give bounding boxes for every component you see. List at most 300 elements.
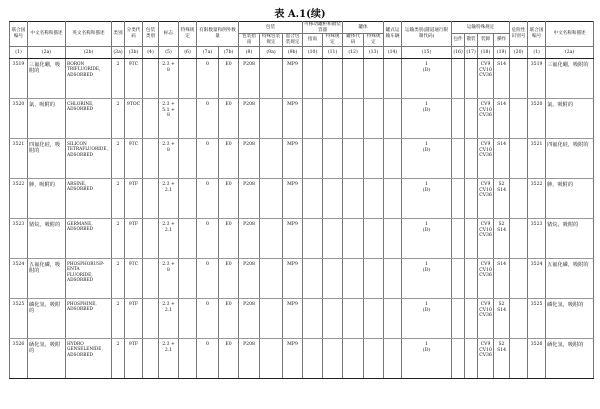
cell-line: 2.1 xyxy=(164,227,173,233)
cell-excepted-quantity: E0 xyxy=(219,58,239,98)
cell-packing-group xyxy=(143,58,159,98)
cell-line: CV10 xyxy=(479,347,492,353)
cell-line: 1 xyxy=(425,141,429,147)
cell-line: CV10 xyxy=(479,227,492,233)
cell-mixed-packing: MP9 xyxy=(283,338,303,378)
cell-line: CV36 xyxy=(479,113,492,119)
cell-operation xyxy=(494,258,510,298)
cell-special-provisions xyxy=(179,58,197,98)
cell-line: 2.3 + xyxy=(162,101,175,107)
header-pieces: 包件 xyxy=(452,34,465,46)
cell-operation xyxy=(494,178,510,218)
table-header xyxy=(10,22,594,59)
cell-line: GENSELENIDE, xyxy=(67,347,103,353)
cell-tank-vehicle xyxy=(384,138,402,178)
cell-cn-name: 硒化氢，吸附的 xyxy=(28,338,66,378)
cell-pieces xyxy=(452,178,465,218)
cell-line: S14 xyxy=(497,347,507,353)
cell-transport-category xyxy=(402,338,452,378)
cell-tank-vehicle xyxy=(384,58,402,98)
cell-packing-group xyxy=(143,258,159,298)
cell-un-repeat: 3520 xyxy=(528,98,546,138)
cell-line: (D) xyxy=(422,147,431,153)
cell-portable-special xyxy=(323,98,343,138)
cell-hazard-id xyxy=(510,258,528,298)
header-tank-special: 特殊规定 xyxy=(364,34,384,46)
cell-excepted-quantity: E0 xyxy=(219,338,239,378)
cell-packing-group xyxy=(143,138,159,178)
cell-cn-name-repeat: 四氟化硅，吸附的 xyxy=(546,138,594,178)
cell-un: 3521 xyxy=(10,138,28,178)
cell-line: SILICON xyxy=(67,141,87,147)
cell-hazard-id xyxy=(510,178,528,218)
cell-portable-instruction xyxy=(303,58,323,98)
cell-loading xyxy=(478,138,494,178)
cell-loading xyxy=(478,338,494,378)
cell-class-code: 9TF xyxy=(125,338,143,378)
column-number: (7a) xyxy=(197,46,219,58)
cell-line: CV36 xyxy=(479,73,492,79)
header-pack-special: 特殊包装规定 xyxy=(260,34,283,46)
cell-line: ADSORBED xyxy=(67,307,93,313)
cell-excepted-quantity: E0 xyxy=(219,218,239,258)
cell-portable-special xyxy=(323,298,343,338)
cell-loading xyxy=(478,298,494,338)
cell-line: 2.3 + xyxy=(162,61,175,67)
header-labels: 标志 xyxy=(159,22,179,47)
cell-line: S2 xyxy=(498,301,505,307)
cell-portable-instruction xyxy=(303,138,323,178)
cell-labels xyxy=(159,58,179,98)
cell-line: CV10 xyxy=(479,67,492,73)
cell-line: 2.1 xyxy=(164,347,173,353)
cell-packing-special xyxy=(260,218,283,258)
cell-un: 3522 xyxy=(10,178,28,218)
cell-excepted-quantity: E0 xyxy=(219,178,239,218)
cell-un-repeat: 3519 xyxy=(528,58,546,98)
header-limited-excepted: 有限数量和例外数量 xyxy=(197,22,239,47)
cell-portable-instruction xyxy=(303,298,323,338)
cell-bulk xyxy=(465,58,478,98)
table-row xyxy=(10,258,594,298)
cell-un-repeat: 3523 xyxy=(528,218,546,258)
cell-line: ADSORBED xyxy=(67,352,93,358)
cell-tank-special xyxy=(364,258,384,298)
cell-tank-vehicle xyxy=(384,218,402,258)
cell-line: CV9 xyxy=(480,221,491,227)
column-number: (5) xyxy=(159,46,179,58)
cell-pieces xyxy=(452,98,465,138)
column-number: (3b) xyxy=(125,46,143,58)
cell-operation xyxy=(494,338,510,378)
cell-line: 2.3 + xyxy=(162,261,175,267)
header-tank-vehicle: 罐式运输车辆 xyxy=(384,22,402,47)
cell-hazard-id xyxy=(510,138,528,178)
cell-tank-special xyxy=(364,298,384,338)
cell-line: BORON xyxy=(67,61,85,67)
cell-limited-quantity: 0 xyxy=(197,178,219,218)
cell-transport-category xyxy=(402,178,452,218)
cell-bulk xyxy=(465,338,478,378)
cell-cn-name-repeat: 硒化氢，吸附的 xyxy=(546,338,594,378)
cell-limited-quantity: 0 xyxy=(197,298,219,338)
cell-class-code: 9TF xyxy=(125,218,143,258)
cell-labels xyxy=(159,258,179,298)
cell-un: 3525 xyxy=(10,298,28,338)
cell-special-provisions xyxy=(179,98,197,138)
cell-line: ADSORBED xyxy=(67,107,93,113)
cell-line: CV9 xyxy=(480,141,491,147)
cell-transport-category xyxy=(402,218,452,258)
cell-excepted-quantity: E0 xyxy=(219,138,239,178)
cell-operation xyxy=(494,218,510,258)
cell-line: 2.1 xyxy=(164,307,173,313)
cell-packing-special xyxy=(260,178,283,218)
column-number: (2a) xyxy=(28,46,66,58)
header-packing-group: 包装类别 xyxy=(143,22,159,47)
cell-cn-name-repeat: 磷化氢，吸附的 xyxy=(546,298,594,338)
column-number: (7b) xyxy=(219,46,239,58)
cell-packing-instruction: P208 xyxy=(239,58,260,98)
cell-mixed-packing: MP9 xyxy=(283,58,303,98)
cell-operation xyxy=(494,58,510,98)
cell-line: CV36 xyxy=(479,233,492,239)
cell-pieces xyxy=(452,258,465,298)
cell-pieces xyxy=(452,338,465,378)
cell-special-provisions xyxy=(179,258,197,298)
cell-tank-code xyxy=(343,298,364,338)
header-en-name: 英文名称和描述 xyxy=(66,22,112,47)
header-special-provisions: 特殊规定 xyxy=(179,22,197,47)
cell-un-repeat: 3526 xyxy=(528,338,546,378)
cell-line: 8 xyxy=(167,267,170,273)
header-transport-category: 运输类别(隧道通行限制代码) xyxy=(402,22,452,47)
cell-en-name xyxy=(66,298,112,338)
cell-loading xyxy=(478,218,494,258)
cell-tank-code xyxy=(343,218,364,258)
cell-en-name xyxy=(66,98,112,138)
cell-transport-category xyxy=(402,298,452,338)
cell-line: CV9 xyxy=(480,261,491,267)
cell-line: 2.3 + xyxy=(162,301,175,307)
cell-line: CV10 xyxy=(479,187,492,193)
cell-line: PHOSPHINE, xyxy=(67,301,97,307)
cell-line: ADSORBED xyxy=(67,278,93,284)
cell-pieces xyxy=(452,138,465,178)
table-row xyxy=(10,218,594,258)
cell-bulk xyxy=(465,218,478,258)
cell-excepted-quantity: E0 xyxy=(219,98,239,138)
cell-line: S14 xyxy=(497,261,507,267)
cell-class-code: 9TC xyxy=(125,58,143,98)
table-title: 表 A.1(续) xyxy=(274,9,326,20)
cell-cn-name-repeat: 氯，吸附的 xyxy=(546,98,594,138)
cell-portable-special xyxy=(323,218,343,258)
cell-packing-instruction: P208 xyxy=(239,258,260,298)
cell-en-name xyxy=(66,58,112,98)
cell-operation xyxy=(494,98,510,138)
cell-special-provisions xyxy=(179,138,197,178)
header-un-repeat: 联合国编号 xyxy=(528,22,546,47)
cell-portable-instruction xyxy=(303,218,323,258)
column-number: (14) xyxy=(384,46,402,58)
cell-packing-group xyxy=(143,178,159,218)
cell-tank-vehicle xyxy=(384,178,402,218)
cell-packing-instruction: P208 xyxy=(239,178,260,218)
cell-hazard-id xyxy=(510,218,528,258)
cell-packing-special xyxy=(260,58,283,98)
cell-transport-category xyxy=(402,98,452,138)
cell-tank-special xyxy=(364,338,384,378)
cell-line: ADSORBED xyxy=(67,152,93,158)
cell-un: 3519 xyxy=(10,58,28,98)
cell-line: 1 xyxy=(425,61,429,67)
cell-line: GERMANE, xyxy=(67,221,93,227)
cell-portable-special xyxy=(323,338,343,378)
cell-pieces xyxy=(452,218,465,258)
column-number: (20) xyxy=(510,46,528,58)
header-loading: 装卸 xyxy=(478,34,494,46)
column-number: (13) xyxy=(364,46,384,58)
cell-limited-quantity: 0 xyxy=(197,338,219,378)
cell-line: CV36 xyxy=(479,153,492,159)
cell-line: (D) xyxy=(422,267,431,273)
cell-line: 2.3 + xyxy=(162,141,175,147)
header-portable-instr: 指南 xyxy=(303,34,323,46)
cell-pieces xyxy=(452,58,465,98)
column-number: (3a) xyxy=(112,46,125,58)
cell-portable-instruction xyxy=(303,98,323,138)
cell-hazard-id xyxy=(510,58,528,98)
cell-portable-instruction xyxy=(303,258,323,298)
header-cn-name: 中文名称和描述 xyxy=(28,22,66,47)
cell-portable-special xyxy=(323,58,343,98)
cell-line: CV10 xyxy=(479,267,492,273)
cell-class: 2 xyxy=(112,258,125,298)
cell-line: 2.3 + xyxy=(162,221,175,227)
cell-hazard-id xyxy=(510,298,528,338)
cell-line: S14 xyxy=(497,227,507,233)
cell-limited-quantity: 0 xyxy=(197,258,219,298)
cell-tank-vehicle xyxy=(384,98,402,138)
cell-packing-group xyxy=(143,98,159,138)
cell-class: 2 xyxy=(112,338,125,378)
table-row xyxy=(10,178,594,218)
cell-labels xyxy=(159,178,179,218)
cell-class-code: 9TC xyxy=(125,258,143,298)
cell-bulk xyxy=(465,98,478,138)
cell-cn-name: 氯，吸附的 xyxy=(28,98,66,138)
cell-line: TETRAFLUORIDE, xyxy=(67,147,108,153)
cell-packing-group xyxy=(143,218,159,258)
cell-un-repeat: 3525 xyxy=(528,298,546,338)
column-number: (10) xyxy=(303,46,323,58)
cell-cn-name-repeat: 胂，吸附的 xyxy=(546,178,594,218)
cell-line: S14 xyxy=(497,187,507,193)
cell-cn-name: 三氟化硼，吸附的 xyxy=(28,58,66,98)
cell-portable-instruction xyxy=(303,338,323,378)
cell-limited-quantity: 0 xyxy=(197,58,219,98)
cell-portable-special xyxy=(323,178,343,218)
cell-special-provisions xyxy=(179,298,197,338)
column-number: (1) xyxy=(528,46,546,58)
cell-class: 2 xyxy=(112,138,125,178)
cell-tank-code xyxy=(343,138,364,178)
cell-excepted-quantity: E0 xyxy=(219,298,239,338)
cell-line: CV9 xyxy=(480,181,491,187)
cell-loading xyxy=(478,58,494,98)
cell-line: 8 xyxy=(167,113,170,119)
cell-tank-special xyxy=(364,178,384,218)
table-row xyxy=(10,298,594,338)
cell-line: 1 xyxy=(425,301,429,307)
cell-transport-category xyxy=(402,138,452,178)
header-class: 类别 xyxy=(112,22,125,47)
column-number: (6) xyxy=(179,46,197,58)
table-row xyxy=(10,98,594,138)
cell-tank-code xyxy=(343,338,364,378)
header-tank-code: 罐体代码 xyxy=(343,34,364,46)
cell-line: PHOSPHORUSP- xyxy=(67,261,105,267)
cell-bulk xyxy=(465,178,478,218)
cell-mixed-packing: MP9 xyxy=(283,178,303,218)
column-number: (2a) xyxy=(546,46,594,58)
cell-class-code: 9TOC xyxy=(125,98,143,138)
cell-un-repeat: 3522 xyxy=(528,178,546,218)
cell-tank-vehicle xyxy=(384,338,402,378)
cell-cn-name-repeat: 锗烷，吸附的 xyxy=(546,218,594,258)
cell-line: 8 xyxy=(167,147,170,153)
header-hazard-id: 危险性识别号 xyxy=(510,22,528,47)
cell-un: 3526 xyxy=(10,338,28,378)
header-packaging: 包装 xyxy=(239,22,303,34)
cell-packing-group xyxy=(143,298,159,338)
column-number: (1) xyxy=(10,46,28,58)
cell-un: 3524 xyxy=(10,258,28,298)
cell-operation xyxy=(494,298,510,338)
cell-un: 3520 xyxy=(10,98,28,138)
cell-line: CV9 xyxy=(480,61,491,67)
cell-transport-category xyxy=(402,58,452,98)
cell-line: S2 xyxy=(498,181,505,187)
column-number: (11) xyxy=(323,46,343,58)
cell-mixed-packing: MP9 xyxy=(283,258,303,298)
cell-line: (D) xyxy=(422,187,431,193)
cell-class-code: 9TF xyxy=(125,298,143,338)
column-number: (18) xyxy=(478,46,494,58)
cell-labels xyxy=(159,298,179,338)
cell-line: 8 xyxy=(167,67,170,73)
cell-line: 1 xyxy=(425,221,429,227)
cell-line: S14 xyxy=(497,307,507,313)
column-number: (2b) xyxy=(66,46,112,58)
column-number: (4) xyxy=(143,46,159,58)
cell-packing-instruction: P208 xyxy=(239,98,260,138)
cell-line: CV9 xyxy=(480,341,491,347)
cell-line: CV10 xyxy=(479,107,492,113)
cell-en-name xyxy=(66,218,112,258)
cell-bulk xyxy=(465,258,478,298)
cell-packing-special xyxy=(260,98,283,138)
cell-cn-name: 锗烷，吸附的 xyxy=(28,218,66,258)
cell-line: 1 xyxy=(425,181,429,187)
header-bulk: 散装 xyxy=(465,34,478,46)
cell-tank-code xyxy=(343,98,364,138)
cell-tank-code xyxy=(343,258,364,298)
header-operation: 操作 xyxy=(494,34,510,46)
cell-packing-special xyxy=(260,258,283,298)
cell-line: CV10 xyxy=(479,147,492,153)
cell-hazard-id xyxy=(510,338,528,378)
cell-tank-vehicle xyxy=(384,258,402,298)
cell-line: CV9 xyxy=(480,101,491,107)
cell-line: 2.3 + xyxy=(162,181,175,187)
cell-labels xyxy=(159,338,179,378)
cell-class: 2 xyxy=(112,298,125,338)
cell-line: (D) xyxy=(422,227,431,233)
cell-portable-instruction xyxy=(303,178,323,218)
cell-mixed-packing: MP9 xyxy=(283,298,303,338)
cell-un-repeat: 3524 xyxy=(528,258,546,298)
cell-line: ENTA xyxy=(67,267,80,273)
cell-en-name xyxy=(66,338,112,378)
cell-operation xyxy=(494,138,510,178)
cell-line: S14 xyxy=(497,141,507,147)
cell-packing-special xyxy=(260,138,283,178)
cell-portable-special xyxy=(323,138,343,178)
cell-limited-quantity: 0 xyxy=(197,98,219,138)
column-number: (16) xyxy=(452,46,465,58)
cell-class-code: 9TC xyxy=(125,138,143,178)
cell-line: HYDRO xyxy=(67,341,84,347)
header-portable-special: 特殊规定 xyxy=(323,34,343,46)
cell-line: CV9 xyxy=(480,301,491,307)
column-number: (9b) xyxy=(283,46,303,58)
cell-line: CV36 xyxy=(479,353,492,359)
cell-line: CV36 xyxy=(479,273,492,279)
header-mixed-packing: 混合包装规定 xyxy=(283,34,303,46)
cell-line: S2 xyxy=(498,221,505,227)
header-class-code: 分类代码 xyxy=(125,22,143,47)
cell-line: (D) xyxy=(422,107,431,113)
cell-cn-name-repeat: 三氟化硼，吸附的 xyxy=(546,58,594,98)
cell-line: 1 xyxy=(425,101,429,107)
column-number: (9a) xyxy=(260,46,283,58)
cell-packing-group xyxy=(143,338,159,378)
cell-loading xyxy=(478,178,494,218)
column-number: (8) xyxy=(239,46,260,58)
cell-en-name xyxy=(66,178,112,218)
cell-cn-name: 五氟化磷，吸附的 xyxy=(28,258,66,298)
cell-labels xyxy=(159,218,179,258)
table-row xyxy=(10,138,594,178)
cell-line: S2 xyxy=(498,341,505,347)
cell-packing-special xyxy=(260,338,283,378)
cell-tank-code xyxy=(343,178,364,218)
cell-line: CV36 xyxy=(479,313,492,319)
cell-class: 2 xyxy=(112,218,125,258)
cell-line: 1 xyxy=(425,261,429,267)
table-body xyxy=(10,58,594,378)
cell-special-provisions xyxy=(179,338,197,378)
cell-special-provisions xyxy=(179,178,197,218)
cell-line: FLUORIDE, xyxy=(67,272,93,278)
cell-mixed-packing: MP9 xyxy=(283,98,303,138)
cell-line: CV10 xyxy=(479,307,492,313)
cell-portable-special xyxy=(323,258,343,298)
column-number-row xyxy=(10,46,594,58)
cell-cn-name: 胂，吸附的 xyxy=(28,178,66,218)
